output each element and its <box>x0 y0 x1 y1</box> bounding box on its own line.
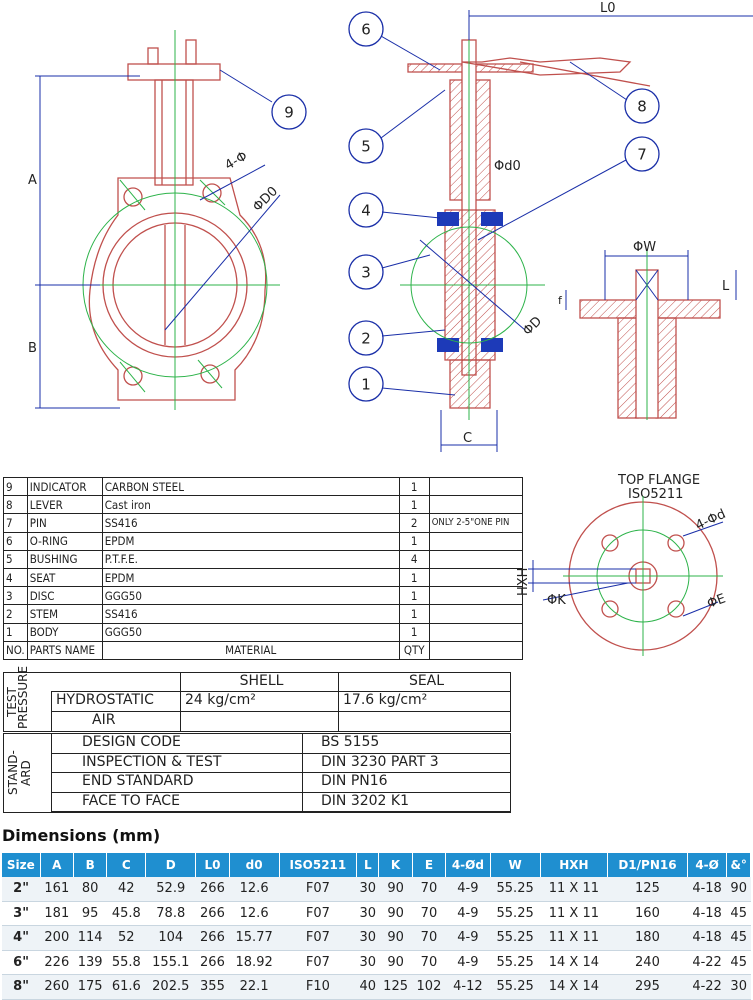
dimensions-header-cell: W <box>490 853 540 877</box>
dimensions-cell: 52 <box>107 926 146 951</box>
test-air-seal <box>338 711 511 732</box>
dim-label-b: B <box>28 341 37 356</box>
dimensions-cell: 4-18 <box>687 877 727 901</box>
dimensions-cell: 70 <box>412 901 445 926</box>
standard-value: DIN 3202 K1 <box>302 792 511 813</box>
dimensions-cell: 55.25 <box>490 950 540 975</box>
dimensions-cell: 266 <box>196 926 229 951</box>
dimensions-cell: 202.5 <box>146 975 196 1000</box>
dimensions-cell: 266 <box>196 877 229 901</box>
dimensions-cell: 55.8 <box>107 950 146 975</box>
dimensions-cell: 90 <box>727 877 751 901</box>
dimensions-header-cell: d0 <box>229 853 279 877</box>
parts-cell-qty: 4 <box>399 550 429 568</box>
parts-cell-no: 8 <box>4 496 28 514</box>
parts-cell-no: 7 <box>4 514 28 532</box>
dimensions-header-cell: D1/PN16 <box>608 853 688 877</box>
dimensions-header-cell: D <box>146 853 196 877</box>
dimensions-cell: 161 <box>40 877 73 901</box>
dimensions-cell: 55.25 <box>490 901 540 926</box>
top-flange-e: ΦE <box>705 591 728 612</box>
dimensions-header-cell: A <box>40 853 73 877</box>
dimensions-cell: 139 <box>74 950 107 975</box>
standard-box <box>3 733 511 813</box>
parts-cell-name: SEAT <box>27 568 102 586</box>
callout-6: 6 <box>361 20 371 39</box>
dimensions-header-cell: E <box>412 853 445 877</box>
parts-cell-material: P.T.F.E. <box>102 550 399 568</box>
parts-cell-material: GGG50 <box>102 623 399 641</box>
standard-label: END STANDARD <box>51 772 303 793</box>
dimensions-cell: 22.1 <box>229 975 279 1000</box>
parts-cell-material: Cast iron <box>102 496 399 514</box>
top-flange-k: ΦK <box>547 593 566 608</box>
callout-9: 9 <box>284 103 294 122</box>
dimensions-cell: F07 <box>279 877 357 901</box>
test-seal-header: SEAL <box>338 672 511 692</box>
callout-5: 5 <box>361 137 371 156</box>
dimensions-cell: 12.6 <box>229 877 279 901</box>
dimensions-cell: 125 <box>608 877 688 901</box>
dimensions-cell: 61.6 <box>107 975 146 1000</box>
parts-cell-name: INDICATOR <box>27 478 102 496</box>
dim-label-l: L <box>722 279 730 294</box>
callout-2: 2 <box>361 329 371 348</box>
parts-table <box>3 477 523 660</box>
dimensions-cell: 95 <box>74 901 107 926</box>
standard-value: DIN 3230 PART 3 <box>302 753 511 774</box>
dimensions-title: Dimensions (mm) <box>2 826 161 845</box>
standard-side-label <box>7 738 37 808</box>
dimensions-cell: 266 <box>196 950 229 975</box>
parts-cell-no: 4 <box>4 568 28 586</box>
standard-label: FACE TO FACE <box>51 792 303 813</box>
test-side-label <box>5 665 30 729</box>
dim-label-a: A <box>28 173 37 188</box>
parts-cell-qty: 1 <box>399 623 429 641</box>
dimensions-cell: 355 <box>196 975 229 1000</box>
dimensions-cell: 90 <box>379 926 412 951</box>
callout-8: 8 <box>637 97 647 116</box>
top-flange-title: TOP FLANGE <box>618 473 701 488</box>
dim-label-f: f <box>558 294 562 307</box>
dimensions-cell: 70 <box>412 877 445 901</box>
parts-header-blank <box>429 641 522 659</box>
parts-cell-note <box>429 496 522 514</box>
dimensions-cell: 11 X 11 <box>540 926 608 951</box>
parts-header-no: NO. <box>4 641 28 659</box>
dim-label-l0: L0 <box>600 1 616 16</box>
dimensions-cell: F10 <box>279 975 357 1000</box>
dimensions-cell: 45 <box>727 901 751 926</box>
dimensions-row <box>2 950 751 975</box>
dimensions-cell: 160 <box>608 901 688 926</box>
dimensions-cell: 102 <box>412 975 445 1000</box>
parts-cell-no: 2 <box>4 605 28 623</box>
standard-value: BS 5155 <box>302 733 511 754</box>
parts-cell-note <box>429 605 522 623</box>
parts-cell-note <box>429 568 522 586</box>
parts-cell-note <box>429 478 522 496</box>
parts-header-material: MATERIAL <box>102 641 399 659</box>
dimensions-cell: 4-9 <box>446 877 491 901</box>
dimensions-table <box>2 853 751 1000</box>
dimensions-cell: 240 <box>608 950 688 975</box>
dimensions-cell: 114 <box>74 926 107 951</box>
test-side-label-2: PRESSURE <box>16 665 30 729</box>
test-seal-value: 17.6 kg/cm² <box>338 691 511 712</box>
dimensions-cell: 18.92 <box>229 950 279 975</box>
dimensions-header-cell: C <box>107 853 146 877</box>
parts-cell-name: O-RING <box>27 532 102 550</box>
parts-cell-qty: 1 <box>399 587 429 605</box>
parts-row <box>4 478 523 496</box>
parts-cell-name: PIN <box>27 514 102 532</box>
parts-cell-material: SS416 <box>102 514 399 532</box>
dimensions-header-cell: Size <box>2 853 40 877</box>
callout-leaders <box>381 36 627 395</box>
dim-label-w: ΦW <box>633 240 657 255</box>
dimensions-cell: 70 <box>412 926 445 951</box>
parts-cell-qty: 1 <box>399 478 429 496</box>
parts-row <box>4 550 523 568</box>
dimensions-cell: 4-22 <box>687 950 727 975</box>
dimensions-cell: 295 <box>608 975 688 1000</box>
dim-label-holes: 4-Φ <box>222 148 251 174</box>
callout-7: 7 <box>637 145 647 164</box>
dimensions-row <box>2 975 751 1000</box>
dimensions-cell: 55.25 <box>490 926 540 951</box>
dimensions-size-cell: 8" <box>2 975 40 1000</box>
callout-3: 3 <box>361 263 371 282</box>
parts-header-qty: QTY <box>399 641 429 659</box>
dimensions-cell: 180 <box>608 926 688 951</box>
dimensions-cell: 90 <box>379 901 412 926</box>
dimensions-cell: 12.6 <box>229 901 279 926</box>
dimensions-cell: 4-18 <box>687 901 727 926</box>
parts-row <box>4 532 523 550</box>
parts-row <box>4 587 523 605</box>
test-pressure-box <box>3 665 511 732</box>
dimensions-cell: 4-18 <box>687 926 727 951</box>
dimensions-size-cell: 4" <box>2 926 40 951</box>
parts-cell-no: 5 <box>4 550 28 568</box>
dimensions-header-cell: &° <box>727 853 751 877</box>
parts-cell-qty: 1 <box>399 532 429 550</box>
parts-cell-qty: 1 <box>399 568 429 586</box>
dimensions-header-cell: 4-Ø <box>687 853 727 877</box>
test-shell-value: 24 kg/cm² <box>180 691 339 712</box>
dimensions-row <box>2 877 751 901</box>
standard-value: DIN PN16 <box>302 772 511 793</box>
top-flange-d: 4-Φd <box>693 506 729 534</box>
stem-detail <box>580 270 720 418</box>
dimensions-cell: 45.8 <box>107 901 146 926</box>
standard-side-label-2: ARD <box>19 760 33 786</box>
parts-cell-no: 1 <box>4 623 28 641</box>
parts-cell-no: 9 <box>4 478 28 496</box>
dimensions-header-cell: K <box>379 853 412 877</box>
dimensions-row <box>2 926 751 951</box>
dimensions-cell: 11 X 11 <box>540 877 608 901</box>
parts-cell-name: STEM <box>27 605 102 623</box>
dimensions-cell: 200 <box>40 926 73 951</box>
dimensions-cell: 266 <box>196 901 229 926</box>
test-hydrostatic-label: HYDROSTATIC <box>51 691 181 712</box>
dimensions-cell: 55.25 <box>490 975 540 1000</box>
parts-row <box>4 605 523 623</box>
parts-row <box>4 623 523 641</box>
dimensions-cell: 260 <box>40 975 73 1000</box>
dimensions-cell: 125 <box>379 975 412 1000</box>
parts-cell-note <box>429 623 522 641</box>
parts-cell-qty: 2 <box>399 514 429 532</box>
dim-label-c: C <box>463 431 473 446</box>
dimensions-cell: 104 <box>146 926 196 951</box>
parts-header-row <box>4 641 523 659</box>
parts-cell-note: ONLY 2-5"ONE PIN <box>429 514 522 532</box>
parts-cell-qty: 1 <box>399 605 429 623</box>
front-view <box>89 40 265 400</box>
dimensions-header-cell: ISO5211 <box>279 853 357 877</box>
top-flange-hxh: HXH <box>516 567 531 596</box>
dimensions-header-cell: B <box>74 853 107 877</box>
parts-cell-material: EPDM <box>102 532 399 550</box>
parts-cell-name: LEVER <box>27 496 102 514</box>
dimensions-cell: 78.8 <box>146 901 196 926</box>
parts-cell-material: CARBON STEEL <box>102 478 399 496</box>
dim-label-d0-outer: ΦD0 <box>250 184 281 215</box>
dimensions-size-cell: 3" <box>2 901 40 926</box>
parts-cell-qty: 1 <box>399 496 429 514</box>
dimensions-cell: 55.25 <box>490 877 540 901</box>
dimensions-cell: 4-9 <box>446 926 491 951</box>
dimensions-cell: 90 <box>379 877 412 901</box>
test-side-label-1: TEST <box>5 687 19 717</box>
parts-cell-material: EPDM <box>102 568 399 586</box>
callout-4: 4 <box>361 201 371 220</box>
dimensions-header-cell: HXH <box>540 853 608 877</box>
parts-header-name: PARTS NAME <box>27 641 102 659</box>
standard-side-label-1: STAND- <box>6 750 20 796</box>
dimensions-cell: 30 <box>357 877 379 901</box>
test-air-shell <box>180 711 339 732</box>
dimensions-cell: 45 <box>727 950 751 975</box>
dimensions-cell: 42 <box>107 877 146 901</box>
dimensions-cell: 45 <box>727 926 751 951</box>
dimensions-cell: 14 X 14 <box>540 950 608 975</box>
dimensions-cell: 11 X 11 <box>540 901 608 926</box>
dimensions-cell: 4-22 <box>687 975 727 1000</box>
top-flange-drawing <box>513 480 753 680</box>
parts-cell-name: BUSHING <box>27 550 102 568</box>
parts-cell-no: 3 <box>4 587 28 605</box>
parts-cell-material: GGG50 <box>102 587 399 605</box>
dimensions-cell: 226 <box>40 950 73 975</box>
front-view-dimensions <box>35 70 280 408</box>
dimensions-cell: 4-9 <box>446 901 491 926</box>
parts-cell-name: DISC <box>27 587 102 605</box>
dimensions-cell: 15.77 <box>229 926 279 951</box>
dimensions-cell: 181 <box>40 901 73 926</box>
parts-cell-note <box>429 587 522 605</box>
dimensions-size-cell: 2" <box>2 877 40 901</box>
parts-row <box>4 514 523 532</box>
dimensions-cell: 14 X 14 <box>540 975 608 1000</box>
dimensions-header-cell: L <box>357 853 379 877</box>
standard-label: INSPECTION & TEST <box>51 753 303 774</box>
dimensions-cell: 175 <box>74 975 107 1000</box>
dimensions-cell: F07 <box>279 926 357 951</box>
parts-row <box>4 568 523 586</box>
parts-cell-no: 6 <box>4 532 28 550</box>
callout-1: 1 <box>361 375 371 394</box>
dimensions-cell: F07 <box>279 901 357 926</box>
dimensions-header-cell: 4-Ød <box>446 853 491 877</box>
dimensions-cell: 80 <box>74 877 107 901</box>
dimensions-cell: 40 <box>357 975 379 1000</box>
standard-label: DESIGN CODE <box>51 733 303 754</box>
dimensions-cell: 30 <box>357 950 379 975</box>
dim-label-d0: Φd0 <box>494 159 521 174</box>
dimensions-cell: 4-12 <box>446 975 491 1000</box>
dimensions-size-cell: 6" <box>2 950 40 975</box>
dimensions-cell: 30 <box>727 975 751 1000</box>
parts-cell-note <box>429 532 522 550</box>
dimensions-cell: 155.1 <box>146 950 196 975</box>
dimensions-cell: 52.9 <box>146 877 196 901</box>
dimensions-cell: 4-9 <box>446 950 491 975</box>
parts-cell-name: BODY <box>27 623 102 641</box>
dimensions-cell: 90 <box>379 950 412 975</box>
dimensions-cell: 30 <box>357 901 379 926</box>
dimensions-header-cell: L0 <box>196 853 229 877</box>
dim-label-d: ΦD <box>520 313 546 339</box>
dimensions-cell: F07 <box>279 950 357 975</box>
dimensions-cell: 70 <box>412 950 445 975</box>
test-shell-header: SHELL <box>180 672 339 692</box>
dimensions-row <box>2 901 751 926</box>
parts-cell-note <box>429 550 522 568</box>
test-air-label: AIR <box>51 711 181 732</box>
top-flange-standard: ISO5211 <box>628 487 684 502</box>
parts-row <box>4 496 523 514</box>
dimensions-cell: 30 <box>357 926 379 951</box>
parts-cell-material: SS416 <box>102 605 399 623</box>
